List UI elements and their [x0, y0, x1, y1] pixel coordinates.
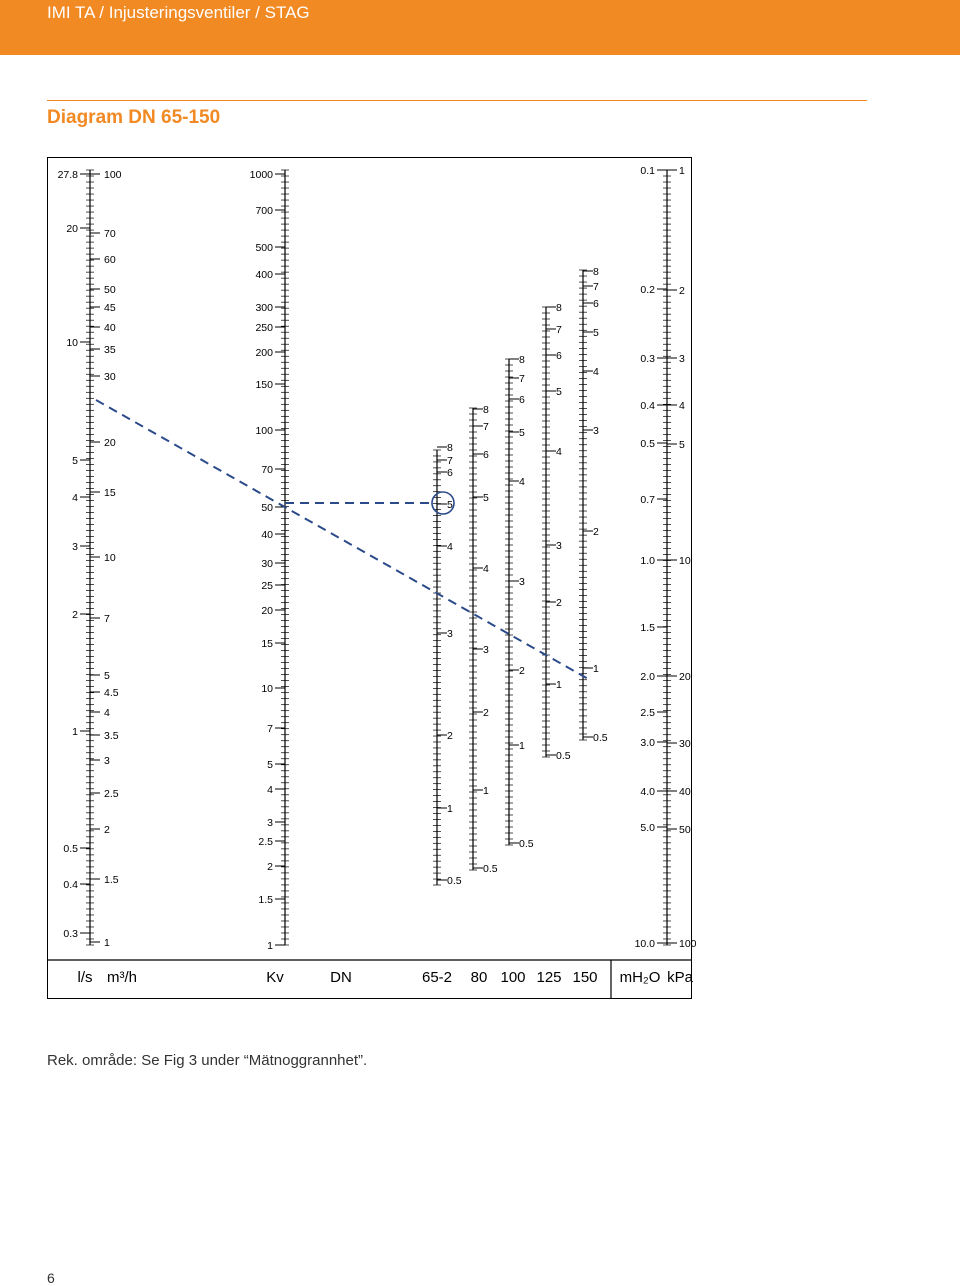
tick-label-kv: 2.5 — [258, 836, 273, 848]
tick-label-kpa: 30 — [679, 738, 691, 750]
tick-label-dn80: 5 — [483, 492, 489, 504]
tick-label-kv: 40 — [261, 529, 273, 541]
tick-label-ls: 10 — [66, 337, 78, 349]
tick-label-dn65: 3 — [447, 628, 453, 640]
tick-label-m3h: 100 — [104, 169, 122, 181]
label-dn: DN — [330, 969, 352, 986]
tick-label-dn100: 6 — [519, 394, 525, 406]
label-dn-size: 125 — [536, 969, 562, 986]
tick-label-kpa: 40 — [679, 786, 691, 798]
label-dn-size: 65-2 — [421, 969, 453, 986]
tick-label-m3h: 10 — [104, 552, 116, 564]
tick-label-dn150: 7 — [593, 281, 599, 293]
tick-label-dn125: 5 — [556, 386, 562, 398]
tick-label-kv: 200 — [255, 347, 273, 359]
tick-label-dn100: 7 — [519, 373, 525, 385]
tick-label-kv: 400 — [255, 269, 273, 281]
tick-label-dn100: 8 — [519, 354, 525, 366]
tick-label-ls: 1 — [72, 726, 78, 738]
label-mh2o: mH₂O — [619, 969, 661, 986]
tick-label-m3h: 1 — [104, 937, 110, 949]
diagram-title: Diagram DN 65-150 — [47, 107, 221, 128]
tick-label-dn65: 5 — [447, 499, 453, 511]
tick-label-dn80: 1 — [483, 785, 489, 797]
tick-label-dn65: 1 — [447, 803, 453, 815]
tick-label-dn150: 0.5 — [593, 732, 608, 744]
tick-label-m3h: 35 — [104, 344, 116, 356]
tick-label-kv: 1.5 — [258, 894, 273, 906]
labels-layer — [58, 165, 697, 986]
tick-label-ls: 0.5 — [63, 843, 78, 855]
label-dn-size: 100 — [500, 969, 526, 986]
label-kv: Kv — [266, 969, 284, 986]
tick-label-m3h: 70 — [104, 228, 116, 240]
tick-label-kpa: 50 — [679, 824, 691, 836]
tick-label-dn100: 1 — [519, 740, 525, 752]
tick-label-dn150: 6 — [593, 298, 599, 310]
tick-label-dn125: 3 — [556, 540, 562, 552]
tick-label-ls: 2 — [72, 609, 78, 621]
tick-label-dn125: 2 — [556, 597, 562, 609]
tick-label-m3h: 7 — [104, 613, 110, 625]
tick-label-kpa: 20 — [679, 671, 691, 683]
tick-label-dn80: 2 — [483, 707, 489, 719]
footer-note: Rek. område: Se Fig 3 under “Mätnoggrannhet”. — [47, 1052, 368, 1069]
tick-label-dn100: 0.5 — [519, 838, 534, 850]
tick-label-m3h: 4 — [104, 707, 110, 719]
tick-label-dn65: 6 — [447, 467, 453, 479]
tick-label-dn80: 6 — [483, 449, 489, 461]
tick-label-m3h: 1.5 — [104, 874, 119, 886]
tick-label-dn65: 0.5 — [447, 875, 462, 887]
tick-label-kv: 4 — [267, 784, 273, 796]
tick-label-kv: 100 — [255, 425, 273, 437]
tick-label-ls: 0.4 — [63, 879, 78, 891]
tick-label-m3h: 15 — [104, 487, 116, 499]
tick-label-dn80: 4 — [483, 563, 489, 575]
tick-label-dn150: 4 — [593, 366, 599, 378]
tick-label-mh2o: 2.5 — [640, 707, 655, 719]
example-layer — [96, 400, 590, 680]
tick-label-dn150: 5 — [593, 327, 599, 339]
tick-label-kv: 2 — [267, 861, 273, 873]
tick-label-dn80: 8 — [483, 404, 489, 416]
tick-label-dn150: 1 — [593, 663, 599, 675]
scales-layer — [47, 170, 692, 999]
tick-label-m3h: 20 — [104, 437, 116, 449]
tick-label-dn80: 0.5 — [483, 863, 498, 875]
tick-label-mh2o: 0.4 — [640, 400, 655, 412]
label-ls: l/s — [77, 969, 93, 986]
tick-label-dn150: 3 — [593, 425, 599, 437]
tick-label-kv: 70 — [261, 464, 273, 476]
tick-label-kpa: 4 — [679, 400, 685, 412]
tick-label-dn150: 8 — [593, 266, 599, 278]
tick-label-m3h: 2 — [104, 824, 110, 836]
tick-label-m3h: 45 — [104, 302, 116, 314]
label-m3h: m³/h — [107, 969, 137, 986]
tick-label-kv: 20 — [261, 605, 273, 617]
tick-label-mh2o: 10.0 — [634, 938, 655, 950]
tick-label-dn125: 0.5 — [556, 750, 571, 762]
tick-label-kv: 10 — [261, 683, 273, 695]
tick-label-m3h: 40 — [104, 322, 116, 334]
tick-label-dn100: 4 — [519, 476, 525, 488]
page-number: 6 — [47, 1270, 55, 1286]
tick-label-dn125: 1 — [556, 679, 562, 691]
tick-label-kv: 700 — [255, 205, 273, 217]
tick-label-m3h: 30 — [104, 371, 116, 383]
tick-label-mh2o: 4.0 — [640, 786, 655, 798]
tick-label-dn65: 7 — [447, 455, 453, 467]
tick-label-ls: 0.3 — [63, 928, 78, 940]
tick-label-kpa: 2 — [679, 285, 685, 297]
tick-label-kv: 15 — [261, 638, 273, 650]
tick-label-dn65: 2 — [447, 730, 453, 742]
tick-label-dn125: 8 — [556, 302, 562, 314]
tick-label-m3h: 2.5 — [104, 788, 119, 800]
tick-label-ls: 5 — [72, 455, 78, 467]
tick-label-mh2o: 0.1 — [640, 165, 655, 177]
tick-label-kv: 3 — [267, 817, 273, 829]
tick-label-mh2o: 5.0 — [640, 822, 655, 834]
tick-label-mh2o: 0.5 — [640, 438, 655, 450]
tick-label-ls: 20 — [66, 223, 78, 235]
tick-label-mh2o: 2.0 — [640, 671, 655, 683]
tick-label-mh2o: 0.3 — [640, 353, 655, 365]
tick-label-ls: 4 — [72, 492, 78, 504]
tick-label-dn80: 3 — [483, 644, 489, 656]
tick-label-mh2o: 3.0 — [640, 737, 655, 749]
tick-label-kv: 50 — [261, 502, 273, 514]
tick-label-kv: 5 — [267, 759, 273, 771]
tick-label-dn65: 8 — [447, 442, 453, 454]
tick-label-dn100: 5 — [519, 427, 525, 439]
tick-label-dn100: 3 — [519, 576, 525, 588]
tick-label-kv: 250 — [255, 322, 273, 334]
example-line-diagonal — [96, 400, 590, 680]
tick-label-kpa: 1 — [679, 165, 685, 177]
tick-label-m3h: 60 — [104, 254, 116, 266]
tick-label-m3h: 3 — [104, 755, 110, 767]
header-title: IMI TA / Injusteringsventiler / STAG — [47, 3, 310, 22]
tick-label-m3h: 4.5 — [104, 687, 119, 699]
tick-label-dn125: 6 — [556, 350, 562, 362]
tick-label-mh2o: 0.7 — [640, 494, 655, 506]
tick-label-mh2o: 1.0 — [640, 555, 655, 567]
tick-label-kpa: 3 — [679, 353, 685, 365]
tick-label-dn65: 4 — [447, 541, 453, 553]
tick-label-dn100: 2 — [519, 665, 525, 677]
tick-label-kv: 7 — [267, 723, 273, 735]
tick-label-kv: 500 — [255, 242, 273, 254]
tick-label-kpa: 5 — [679, 439, 685, 451]
tick-label-m3h: 5 — [104, 670, 110, 682]
label-kpa: kPa — [667, 969, 693, 986]
tick-label-kv: 30 — [261, 558, 273, 570]
tick-label-dn125: 7 — [556, 324, 562, 336]
tick-label-ls: 3 — [72, 541, 78, 553]
tick-label-dn125: 4 — [556, 446, 562, 458]
tick-label-kv: 25 — [261, 580, 273, 592]
tick-label-m3h: 3.5 — [104, 730, 119, 742]
tick-label-kpa: 10 — [679, 555, 691, 567]
tick-label-kv: 300 — [255, 302, 273, 314]
tick-label-kv: 1000 — [249, 169, 273, 181]
label-dn-size: 80 — [470, 969, 488, 986]
tick-label-mh2o: 0.2 — [640, 284, 655, 296]
tick-label-mh2o: 1.5 — [640, 622, 655, 634]
tick-label-kv: 1 — [267, 940, 273, 952]
tick-label-kv: 150 — [255, 379, 273, 391]
label-dn-size: 150 — [572, 969, 598, 986]
tick-label-ls: 27.8 — [57, 169, 78, 181]
tick-label-kpa: 100 — [679, 938, 697, 950]
tick-label-dn150: 2 — [593, 526, 599, 538]
tick-label-m3h: 50 — [104, 284, 116, 296]
tick-label-dn80: 7 — [483, 421, 489, 433]
